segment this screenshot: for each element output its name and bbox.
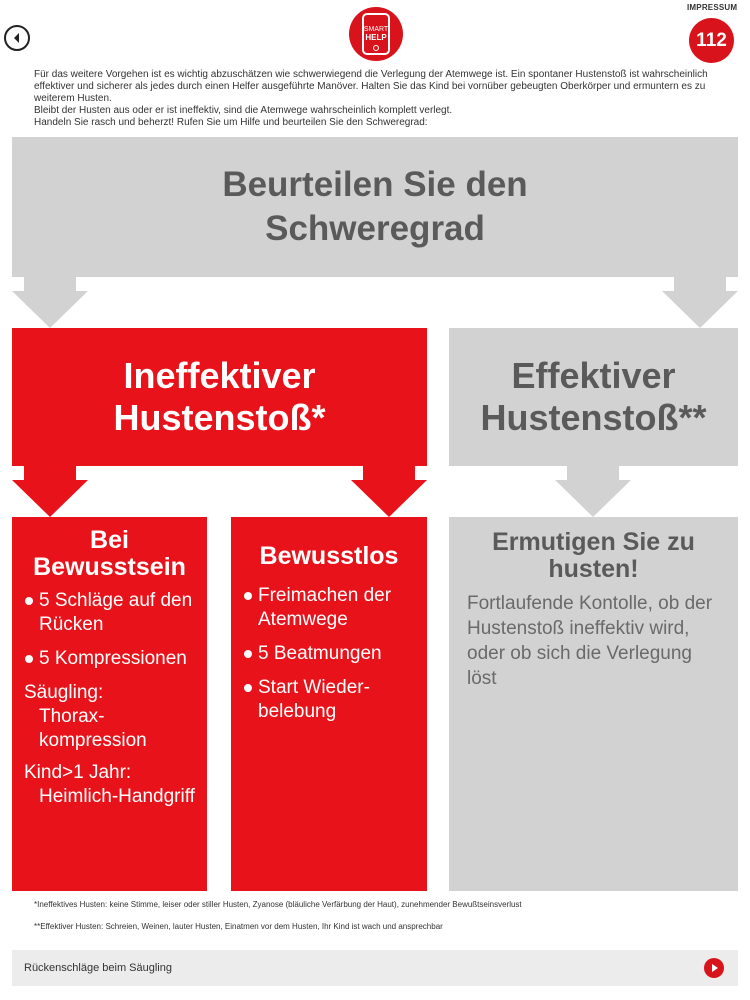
arrow-down-icon (12, 277, 88, 328)
list-item: 5 Schläge auf den Rücken (24, 589, 197, 637)
next-topic-label: Rückenschläge beim Säugling (24, 962, 172, 974)
next-button[interactable] (704, 958, 724, 978)
ineffective-cough-box (12, 328, 427, 466)
ineffective-title-line1: Ineffektiver (123, 355, 316, 396)
assess-severity-box (12, 137, 738, 277)
child-label: Kind>1 Jahr: (24, 762, 132, 783)
play-icon (709, 963, 719, 973)
encourage-text: Fortlaufende Kontolle, ob der Hustenstoß ineffektiv wird, oder ob sich die Verlegung löst (467, 593, 713, 689)
footnote-effective: **Effektiver Husten: Schreien, Weinen, lauter Husten, Einatmen vor dem Husten, Ihr Kind ist wach und ansprechbar (34, 922, 443, 931)
unconscious-box (231, 517, 427, 891)
effective-cough-box (449, 328, 738, 466)
list-item: Start Wiederbelebung (243, 676, 417, 724)
arrow-down-icon (351, 466, 427, 517)
list-item: Freimachen der Atemwege (243, 584, 417, 632)
intro-paragraph-1: Für das weitere Vorgehen ist es wichtig abzuschätzen wie schwerwiegend die Verlegung der Atemwege ist. Ein spontaner Hustenstoß ist wahrscheinlich effektiver und sicherer als jedes durch einen Helfer ausgeführte Manöver. Halten Sie das Kind bei vornüber gebeugten Oberkörper und ermuntern es zu weiterem Husten. (34, 69, 708, 104)
smart-help-logo (349, 7, 403, 61)
emergency-call-button[interactable]: 112 (689, 18, 734, 63)
unconscious-steps (231, 570, 427, 724)
back-button[interactable] (4, 25, 30, 51)
arrow-down-icon (555, 466, 631, 517)
logo-text-smart: SMART (363, 26, 389, 33)
chevron-left-icon (11, 32, 23, 44)
impressum-link[interactable]: IMPRESSUM (687, 3, 738, 12)
list-item: 5 Beatmungen (243, 642, 417, 666)
intro-paragraph-3: Handeln Sie rasch und beherzt! Rufen Sie um Hilfe und beurteilen Sie den Schweregrad: (34, 117, 428, 128)
encourage-heading-line1: Ermutigen Sie zu (492, 528, 695, 556)
conscious-heading-line1: Bei (90, 526, 129, 554)
infant-instruction (24, 681, 197, 753)
intro-paragraph-2: Bleibt der Husten aus oder er ist ineffektiv, sind die Atemwege wahrscheinlich komplett verlegt. (34, 105, 453, 116)
effective-title-line1: Effektiver (511, 355, 676, 396)
assess-title-line1: Beurteilen Sie den (222, 165, 528, 204)
phone-icon (362, 13, 390, 55)
conscious-heading (12, 517, 207, 581)
unconscious-heading: Bewusstlos (259, 542, 399, 570)
infant-text: Thoraxkompression (39, 706, 147, 751)
footnote-ineffective: *Ineffektives Husten: keine Stimme, leiser oder stiller Husten, Zyanose (bläuliche Verfärbung der Haut), zunehmender Bewußtseinsverlust (34, 900, 522, 909)
assess-title-line2: Schweregrad (265, 209, 485, 248)
infant-label: Säugling: (24, 682, 104, 703)
ineffective-title-line2: Hustenstoß* (113, 397, 326, 438)
effective-title-line2: Hustenstoß** (480, 397, 707, 438)
logo-text-help: HELP (365, 33, 387, 42)
child-text: Heimlich-Handgriff (39, 786, 195, 807)
conscious-steps (12, 581, 207, 809)
intro-text (34, 69, 724, 129)
child-instruction (24, 761, 197, 809)
conscious-box (12, 517, 207, 891)
encourage-heading (449, 517, 738, 583)
encourage-heading-line2: husten! (548, 555, 639, 583)
next-topic-bar[interactable] (12, 950, 738, 986)
arrow-down-icon (12, 466, 88, 517)
encourage-coughing-box (449, 517, 738, 891)
conscious-heading-line2: Bewusstsein (33, 553, 186, 581)
list-item: 5 Kompressionen (24, 647, 197, 671)
arrow-down-icon (662, 277, 738, 328)
